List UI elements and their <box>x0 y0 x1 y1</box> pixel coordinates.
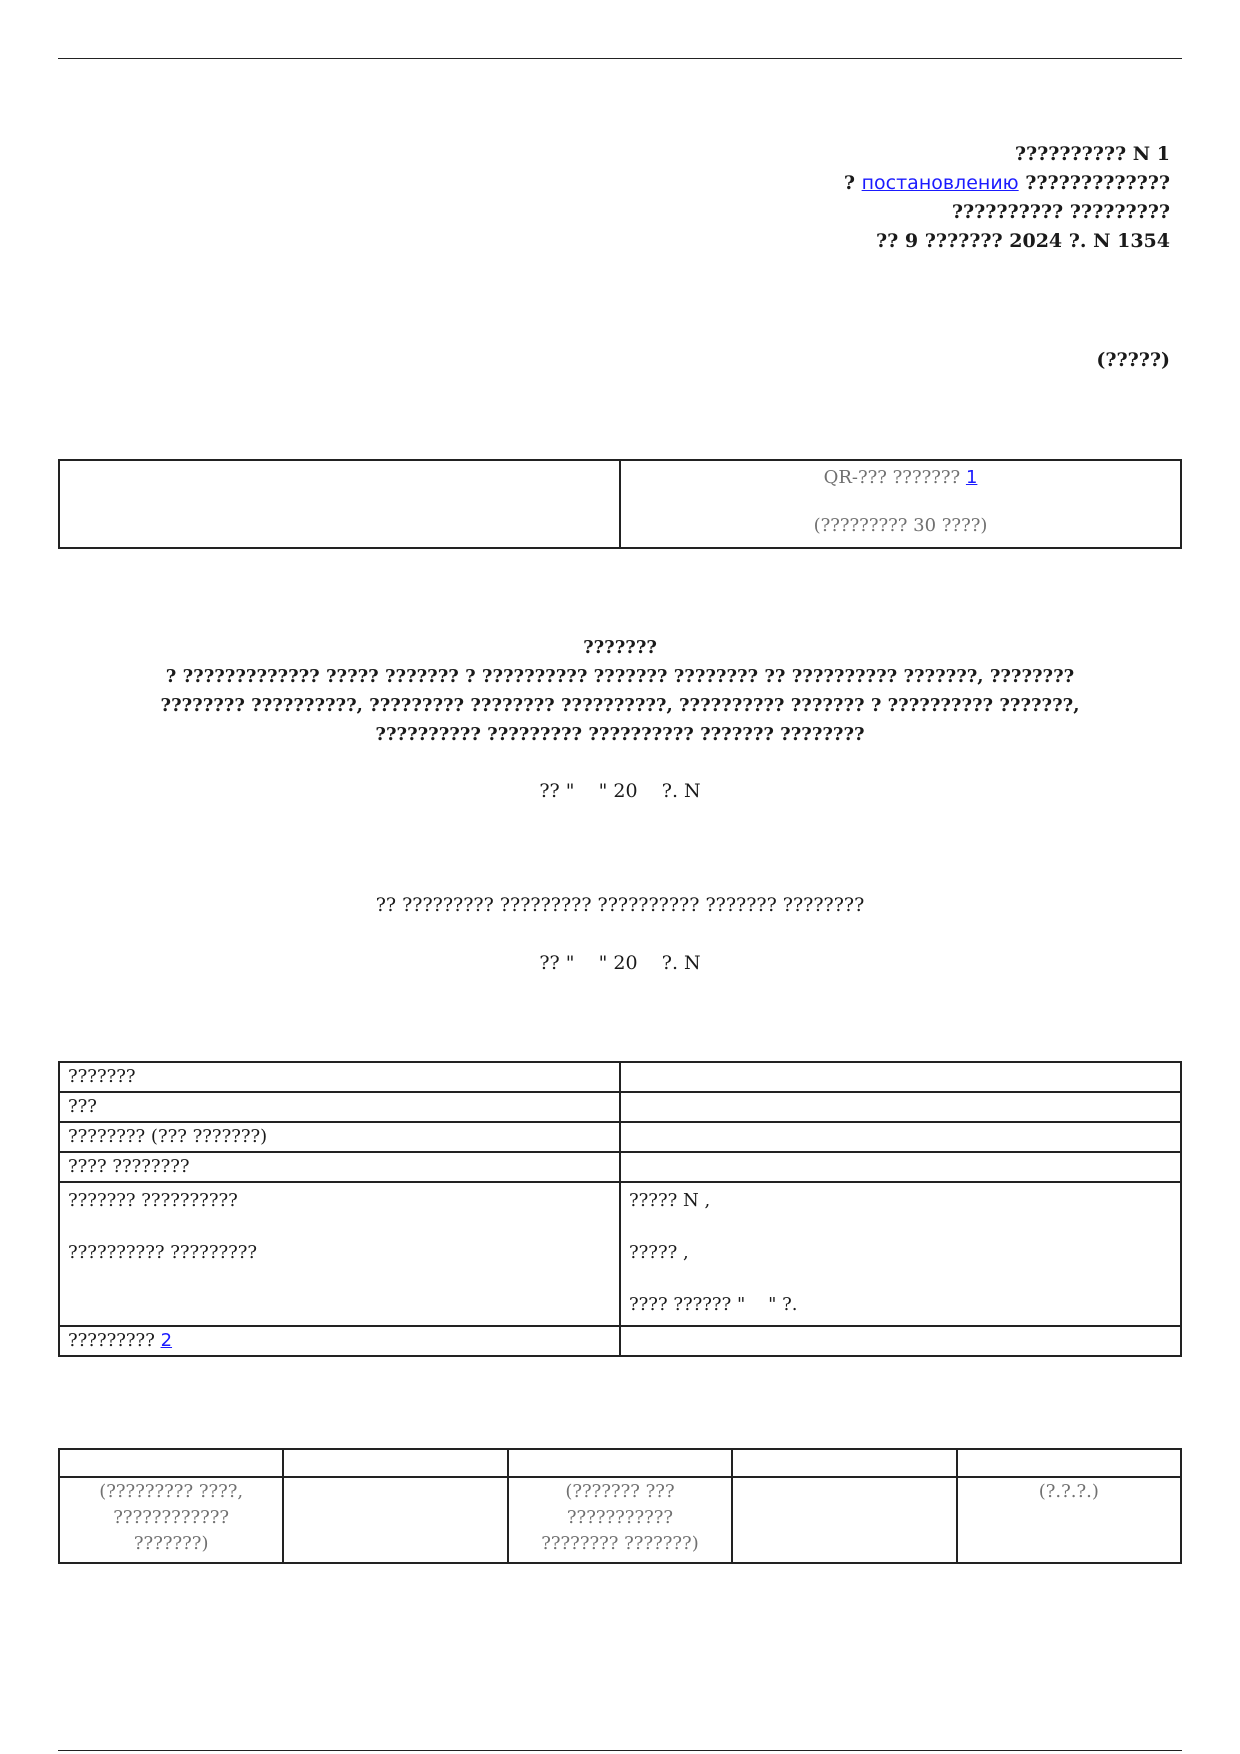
qr-code-label: QR-??? ??????? 1 <box>823 467 978 488</box>
appendix-header <box>844 140 1170 256</box>
signature-line-row <box>59 1449 1181 1477</box>
qr-cell <box>620 460 1181 548</box>
appendix-reference: ? постановлению ????????????? <box>843 172 1170 194</box>
appendix-date: ?? 9 ??????? 2024 ?. N 1354 <box>876 230 1170 252</box>
signature-caption-empty <box>283 1477 507 1563</box>
signature-caption-row <box>59 1477 1181 1563</box>
signature-table <box>58 1448 1182 1564</box>
qr-table <box>58 459 1182 549</box>
signature-line-cell <box>957 1449 1181 1477</box>
form-label: (?????) <box>1096 349 1170 371</box>
document-title: ??????? ? ????????????? ????? ??????? ? ?????????? ??????? ???????? ?? ?????????? ???????, ???????? ???????? ??????????, ????????? ???????? ??????????, ?????????? ??????? ? ?????????? ???????, ?????????? ????????? ?????????? ??????? ???????? <box>160 637 1080 745</box>
subtitle: ?? ????????? ????????? ?????????? ??????? ???????? <box>375 894 865 916</box>
details-label: ???? ???????? <box>59 1152 620 1182</box>
signature-caption-empty <box>732 1477 956 1563</box>
identity-document-label: ??????? ?????????? ?????????? ????????? <box>59 1182 620 1326</box>
signature-line-cell <box>283 1449 507 1477</box>
details-row <box>59 1152 1181 1182</box>
decree-link[interactable]: постановлению <box>861 172 1019 194</box>
footnote-1-link[interactable]: 1 <box>965 467 978 488</box>
appendix-issuer: ?????????? ????????? <box>951 201 1170 223</box>
signature-line-cell <box>732 1449 956 1477</box>
signature-caption: (??????? ??? ??????????? ???????? ???????) <box>508 1477 732 1563</box>
details-value <box>620 1326 1181 1356</box>
date-number-line-1: ?? " " 20 ?. N <box>539 780 701 802</box>
details-table <box>58 1061 1182 1357</box>
position-caption: (????????? ????, ???????????? ???????) <box>59 1477 283 1563</box>
details-label: ????????? 2 <box>59 1326 620 1356</box>
details-value <box>620 1152 1181 1182</box>
details-value <box>620 1092 1181 1122</box>
signature-line-cell <box>508 1449 732 1477</box>
qr-left-cell <box>59 460 620 548</box>
appendix-number: ?????????? N 1 <box>1014 143 1170 165</box>
details-value <box>620 1062 1181 1092</box>
details-label: ??? <box>59 1092 620 1122</box>
top-rule <box>58 58 1182 59</box>
details-row <box>59 1092 1181 1122</box>
full-name-caption: (?.?.?.) <box>957 1477 1181 1563</box>
qr-note: (????????? 30 ????) <box>813 515 988 536</box>
date-number-line-2: ?? " " 20 ?. N <box>539 952 701 974</box>
details-row <box>59 1122 1181 1152</box>
identity-document-row <box>59 1182 1181 1326</box>
footnote-2-link[interactable]: 2 <box>160 1330 173 1351</box>
details-row <box>59 1326 1181 1356</box>
details-row <box>59 1062 1181 1092</box>
details-label: ??????? <box>59 1062 620 1092</box>
identity-document-value: ????? N , ????? , ???? ?????? " " ?. <box>620 1182 1181 1326</box>
details-value <box>620 1122 1181 1152</box>
details-label: ???????? (??? ???????) <box>59 1122 620 1152</box>
bottom-rule <box>58 1750 1182 1751</box>
signature-line-cell <box>59 1449 283 1477</box>
